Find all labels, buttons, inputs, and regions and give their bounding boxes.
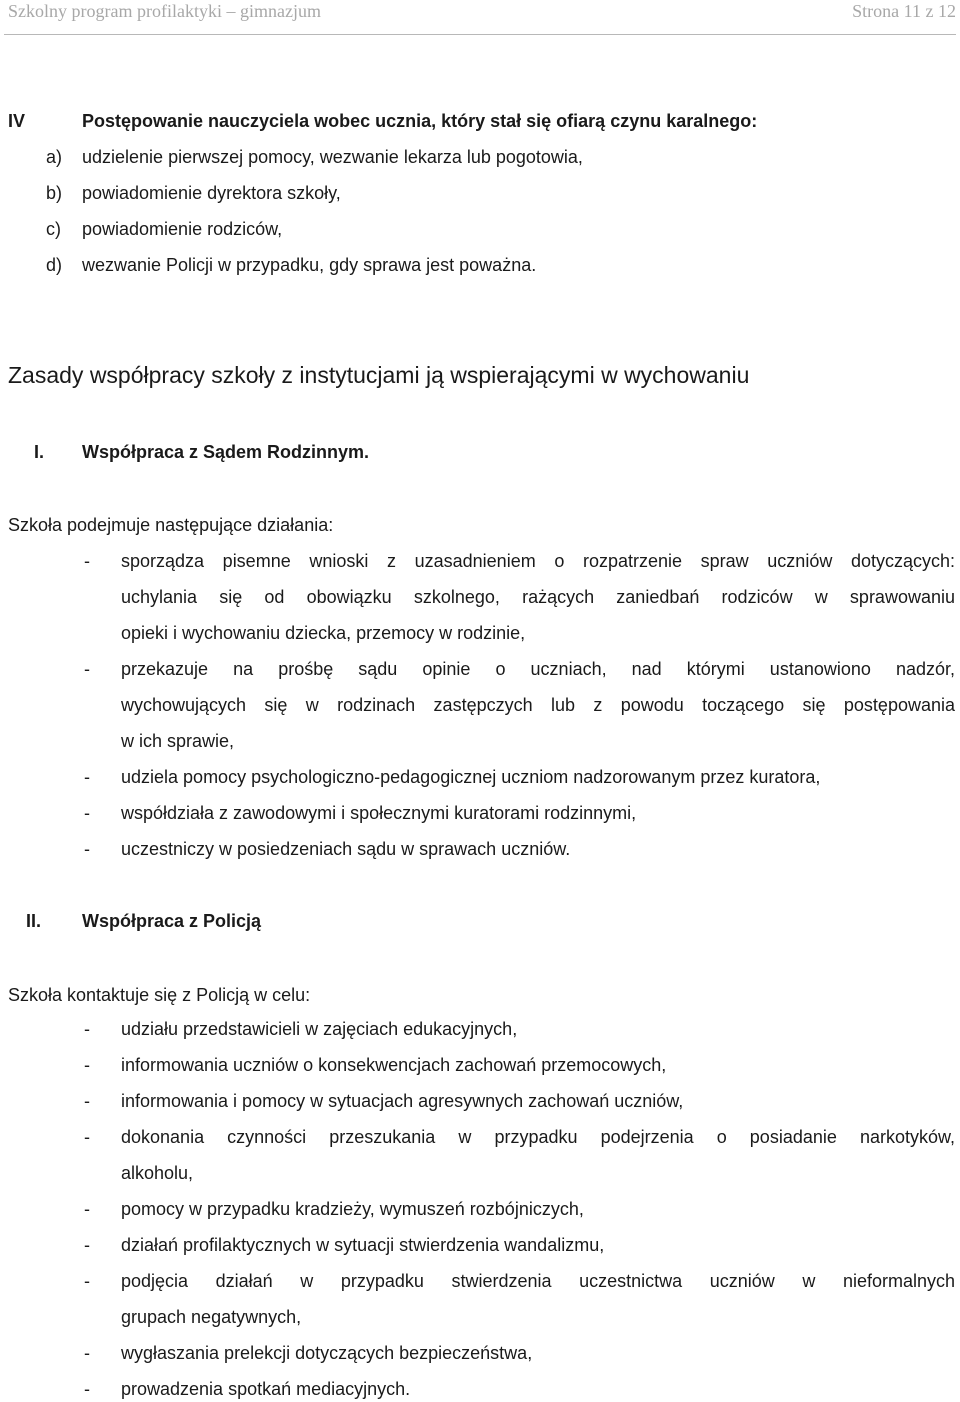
- list-item-continuation: uchylania się od obowiązku szkolnego, rażących zaniedbań rodziców w sprawowaniu: [121, 587, 955, 607]
- list-item-continuation: grupach negatywnych,: [121, 1307, 302, 1327]
- list-item-continuation: alkoholu,: [121, 1163, 194, 1183]
- list-bullet: -: [84, 1055, 90, 1075]
- list-item: podjęcia działań w przypadku stwierdzenia uczestnictwa uczniów w nieformalnych: [121, 1271, 955, 1291]
- list-item-label: d): [46, 255, 63, 275]
- list-item: informowania uczniów o konsekwencjach zachowań przemocowych,: [121, 1055, 667, 1075]
- list-item: udzielenie pierwszej pomocy, wezwanie lekarza lub pogotowia,: [82, 147, 583, 167]
- section-2-number: II.: [26, 911, 42, 931]
- section-iv-number: IV: [8, 111, 26, 131]
- section-1-title: Współpraca z Sądem Rodzinnym.: [82, 442, 370, 462]
- list-item: powiadomienie dyrektora szkoły,: [82, 183, 341, 203]
- list-item: dokonania czynności przeszukania w przypadku podejrzenia o posiadanie narkotyków,: [121, 1127, 955, 1147]
- list-item: powiadomienie rodziców,: [82, 219, 283, 239]
- page-header: [4, 0, 956, 35]
- list-bullet: -: [84, 1379, 90, 1399]
- list-item-continuation: opieki i wychowaniu dziecka, przemocy w rodzinie,: [121, 623, 526, 643]
- list-item-label: b): [46, 183, 63, 203]
- list-item: uczestniczy w posiedzeniach sądu w sprawach uczniów.: [121, 839, 571, 859]
- list-item-continuation: wychowujących się w rodzinach zastępczych lub z powodu toczącego się postępowania: [121, 695, 955, 715]
- list-bullet: -: [84, 1343, 90, 1363]
- list-item: działań profilaktycznych w sytuacji stwierdzenia wandalizmu,: [121, 1235, 605, 1255]
- list-bullet: -: [84, 1271, 90, 1291]
- list-item-label: c): [46, 219, 61, 239]
- list-item-continuation: w ich sprawie,: [121, 731, 235, 751]
- section-2-intro: Szkoła kontaktuje się z Policją w celu:: [8, 985, 311, 1005]
- list-item: współdziała z zawodowymi i społecznymi kuratorami rodzinnymi,: [121, 803, 637, 823]
- list-bullet: -: [84, 839, 90, 859]
- list-bullet: -: [84, 1127, 90, 1147]
- list-bullet: -: [84, 1199, 90, 1219]
- section-1-number: I.: [34, 442, 45, 462]
- list-item: udziału przedstawicieli w zajęciach edukacyjnych,: [121, 1019, 518, 1039]
- list-item: przekazuje na prośbę sądu opinie o uczniach, nad którymi ustanowiono nadzór,: [121, 659, 955, 679]
- section-1-intro: Szkoła podejmuje następujące działania:: [8, 515, 334, 535]
- document-title: Szkolny program profilaktyki – gimnazjum: [8, 1, 321, 21]
- section-iv-title: Postępowanie nauczyciela wobec ucznia, który stał się ofiarą czynu karalnego:: [82, 111, 758, 131]
- section-heading: Zasady współpracy szkoły z instytucjami ją wspierającymi w wychowaniu: [8, 362, 750, 388]
- list-bullet: -: [84, 1235, 90, 1255]
- list-item-label: a): [46, 147, 63, 167]
- list-item: udziela pomocy psychologiczno-pedagogicznej uczniom nadzorowanym przez kuratora,: [121, 767, 821, 787]
- list-bullet: -: [84, 659, 90, 679]
- page-number: Strona 11 z 12: [852, 1, 956, 21]
- list-bullet: -: [84, 767, 90, 787]
- list-item: informowania i pomocy w sytuacjach agresywnych zachowań uczniów,: [121, 1091, 684, 1111]
- list-bullet: -: [84, 803, 90, 823]
- list-item: sporządza pisemne wnioski z uzasadnieniem o rozpatrzenie spraw uczniów dotyczących:: [121, 551, 955, 571]
- list-item: pomocy w przypadku kradzieży, wymuszeń rozbójniczych,: [121, 1199, 584, 1219]
- section-2-title: Współpraca z Policją: [82, 911, 262, 931]
- list-item: wygłaszania prelekcji dotyczących bezpieczeństwa,: [121, 1343, 533, 1363]
- list-bullet: -: [84, 551, 90, 571]
- list-bullet: -: [84, 1019, 90, 1039]
- list-item: prowadzenia spotkań mediacyjnych.: [121, 1379, 411, 1399]
- list-item: wezwanie Policji w przypadku, gdy sprawa jest poważna.: [82, 255, 537, 275]
- list-bullet: -: [84, 1091, 90, 1111]
